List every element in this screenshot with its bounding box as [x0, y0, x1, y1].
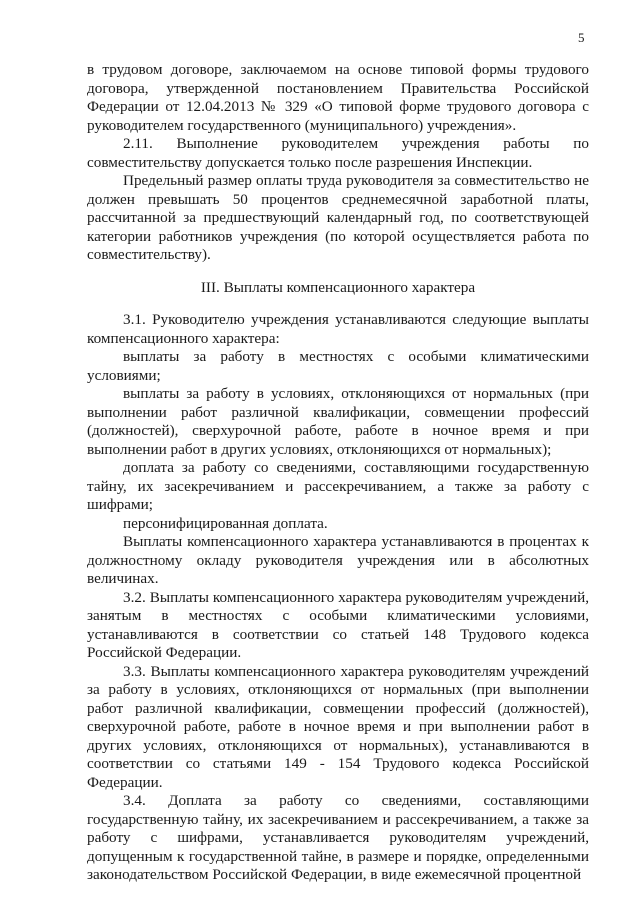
page-number: 5 [578, 30, 585, 45]
paragraph-continuation: в трудовом договоре, заключаемом на основе типовой формы трудового договора, утвержденной постановлением Правительства Российской Федерации от 12.04.2013 № 329 «О типовой форме трудового договора с руководителем государственного (муниципального) учреждения». [87, 61, 589, 134]
list-item-personal-bonus: персонифицированная доплата. [123, 514, 328, 532]
paragraph-3-2: 3.2. Выплаты компенсационного характера руководителям учреждений, занятым в местностях с особыми климатическими условиями, устанавливаются в соответствии со статьей 148 Трудового кодекса Российской Федерации. [87, 588, 589, 661]
paragraph-3-4: 3.4. Доплата за работу со сведениями, составляющими государственную тайну, их засекречиванием и рассекречиванием, а также за работу с шифрами, устанавливается руководителям учреждений, допущенным к государственной тайне, в размере и порядке, определенными законодательством Российской Федерации, в виде ежемесячной процентной [87, 792, 589, 883]
paragraph-3-3: 3.3. Выплаты компенсационного характера руководителям учреждений за работу в условиях, отклоняющихся от нормальных (при выполнении работ различной квалификации, совмещении профессий (должностей), сверхурочной работе, работе в ночное время и при выполнении работ в других условиях, отклоняющихся от нормальных), устанавливаются в соответствии со статьями 149 - 154 Трудового кодекса Российской Федерации. [87, 662, 589, 791]
document-body [87, 61, 589, 885]
list-item-abnormal-conditions: выплаты за работу в условиях, отклоняющихся от нормальных (при выполнении работ различной квалификации, совмещении профессий (должностей), сверхурочной работе, работе в ночное время и при выполнении работ в других условиях, отклоняющихся от нормальных); [87, 385, 589, 458]
paragraph-2-11: 2.11. Выполнение руководителем учреждения работы по совместительству допускается только после разрешения Инспекции. [87, 135, 589, 171]
paragraph-3-1: 3.1. Руководителю учреждения устанавливаются следующие выплаты компенсационного характера: [87, 311, 589, 347]
paragraph-payment-form: Выплаты компенсационного характера устанавливаются в процентах к должностному окладу руководителя учреждения или в абсолютных величинах. [87, 533, 589, 587]
paragraph-salary-limit: Предельный размер оплаты труда руководителя за совместительство не должен превышать 50 процентов среднемесячной заработной платы, рассчитанной за предшествующий календарный год, по соответствующей категории работников учреждения (по которой осуществляется работа по совместительству). [87, 172, 589, 263]
section-heading: III. Выплаты компенсационного характера [200, 278, 476, 296]
list-item-climatic: выплаты за работу в местностях с особыми климатическими условиями; [87, 348, 589, 384]
list-item-state-secret: доплата за работу со сведениями, составляющими государственную тайну, их засекречиванием и рассекречиванием, а также за работу с шифрами; [87, 459, 589, 513]
